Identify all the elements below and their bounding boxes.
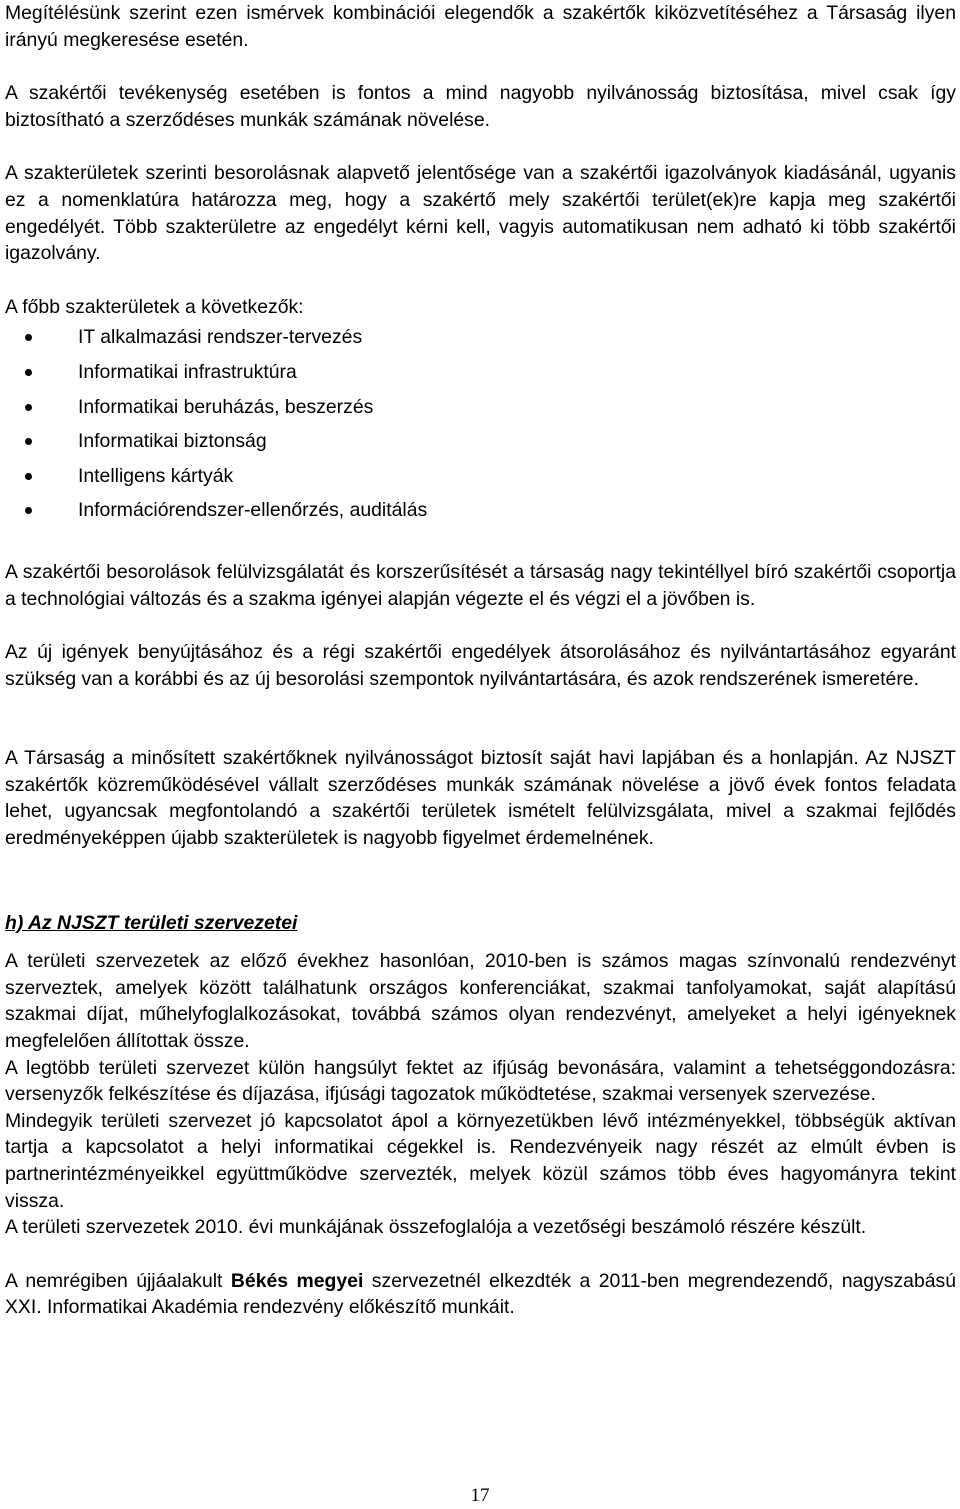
paragraph-youth: A legtöbb területi szervezet külön hangsúlyt fektet az ifjúság bevonására, valamint a tehetséggondozásra: versenyzők felkészítése és díjazása, ifjúsági tagozatok működtetése, szakmai versenyek szervezése. bbox=[5, 1056, 956, 1106]
paragraph-bekes bbox=[5, 1268, 956, 1321]
specialty-list bbox=[5, 320, 956, 528]
list-item: IT alkalmazási rendszer-tervezés bbox=[5, 320, 956, 355]
paragraph-classification bbox=[5, 160, 956, 266]
page-number: 17 bbox=[470, 1485, 490, 1506]
list-item: Informatikai biztonság bbox=[5, 424, 956, 459]
document-page bbox=[5, 0, 956, 1321]
paragraph-regional-events: A területi szervezetek az előző évekhez hasonlóan, 2010-ben is számos magas színvonalú rendezvényt szerveztek, amelyek között találhatunk országos konferenciákat, szakmai tanfolyamokat, saját alapítású szakmai díjat, műhelyfoglalkozásokat, továbbá számos olyan rendezvényt, amelyeket a helyi igényeknek megfelelően állítottak össze. bbox=[5, 950, 956, 1053]
section-heading bbox=[5, 910, 956, 937]
relations-text-b: Rendezvényeik nagy részét az elmúlt évben is partnerintézményeikkel együttműködve szervezték, melyek közül számos több éves hagyományra tekint vissza. bbox=[5, 1136, 957, 1212]
section-heading-text: h) Az NJSZT területi szervezetei bbox=[5, 911, 298, 934]
list-intro: A főbb szakterületek a következők: bbox=[5, 295, 304, 318]
certified-text-a: A Társaság a minősített szakértőknek nyilvánosságot biztosít saját havi lapjában és a honlapján. bbox=[5, 747, 859, 770]
list-item: Informatikai infrastruktúra bbox=[5, 355, 956, 390]
list-item: Informatikai beruházás, beszerzés bbox=[5, 390, 956, 425]
classification-text-a: A szakterületek szerinti besorolásnak alapvető jelentősége van a szakértői igazolványok kiadásánál, ugyanis ez a nomenklatúra határozza meg, hogy a szakértő mely szakértői terület(ek)re kapja meg szakértői engedélyét. bbox=[5, 162, 956, 238]
list-item: Intelligens kártyák bbox=[5, 459, 956, 494]
bekes-text-a: A nemrégiben újjáalakult bbox=[5, 1269, 231, 1292]
paragraph-summary: A területi szervezetek 2010. évi munkájának összefoglalója a vezetőségi beszámoló részére készült. bbox=[5, 1216, 867, 1239]
bekes-bold: Békés megyei bbox=[230, 1269, 364, 1292]
paragraph-review: A szakértői besorolások felülvizsgálatát és korszerűsítését a társaság nagy tekintéllyel bíró szakértői csoportja a technológiai változás és a szakma igényei alapján végezte el és végzi el a jövőben is. bbox=[5, 560, 956, 610]
relations-text-a: Mindegyik területi szervezet jó kapcsolatot ápol a környezetükben lévő intézményekkel, többségük aktívan tartja a kapcsolatot a helyi informatikai cégekkel is. bbox=[5, 1109, 956, 1159]
paragraph-relations bbox=[5, 1108, 956, 1214]
bekes-text-b: szervezetnél elkezdték a 2011-ben megrendezendő, nagyszabású XXI. Informatikai Akadémia rendezvény előkészítő munkáit. bbox=[5, 1269, 956, 1319]
paragraph-expert-combination: Megítélésünk szerint ezen ismérvek kombinációi elegendők a szakértők kiközvetítéséhez a Társaság ilyen irányú megkeresése esetén. bbox=[5, 2, 956, 51]
certified-text-b: Az NJSZT szakértők közreműködésével vállalt szerződéses munkák számának növelése a jövő évek fontos feladata lehet, ugyancsak megfontolandó a szakértői területek ismételt felülvizsgálata, mivel a szakmai fejlődés eredményeképpen újabb szakterületek is nagyobb figyelmet érdemelnének. bbox=[5, 747, 957, 850]
paragraph-new-requests: Az új igények benyújtásához és a régi szakértői engedélyek átsorolásához és nyilvántartásához egyaránt szükség van a korábbi és az új besorolási szempontok nyilvántartására, és azok rendszerének ismeretére. bbox=[5, 641, 956, 690]
list-item: Információrendszer-ellenőrzés, auditálás bbox=[5, 493, 956, 528]
paragraph-publicity: A szakértői tevékenység esetében is fontos a mind nagyobb nyilvánosság biztosítása, mivel csak így biztosítható a szerződéses munkák számának növelése. bbox=[5, 82, 956, 131]
paragraph-certified-experts bbox=[5, 745, 956, 851]
classification-text-b: Több szakterületre az engedélyt kérni kell, vagyis automatikusan nem adható ki több szakértői igazolvány. bbox=[5, 215, 956, 265]
